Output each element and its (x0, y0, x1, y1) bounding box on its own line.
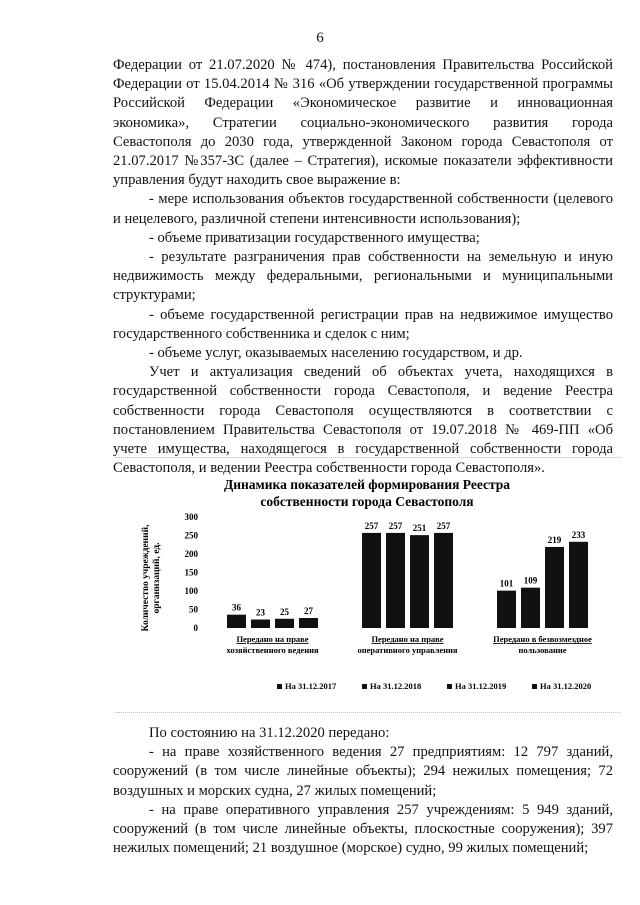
bar-value-label: 257 (436, 520, 451, 531)
y-axis-label-line1: Количество учреждений, (141, 524, 151, 632)
top-paragraph: Учет и актуализация сведений об объектах учета, находящихся в государственной собственности города Севастополя, и ведение Реестра собственности города Севастополя осуществляются в соответствии с постановлением Правительства Севастополя от 19.07.2018 № 469-ПП «Об учете имущества, находящегося в государственной собственности города Севастополя, и ведении Реестра собственности города Севастополя». (113, 364, 613, 477)
bottom-paragraph: - на праве хозяйственного ведения 27 предприятиям: 12 797 зданий, сооружений (в том числе линейные объекты); 294 нежилых помещения; 72 воздушных и морских судна, 27 жилых помещений; (113, 744, 613, 799)
bar (386, 533, 405, 628)
bar (521, 588, 540, 628)
top-paragraph: - объеме приватизации государственного имущества; (149, 229, 480, 246)
bar-value-label: 101 (499, 578, 514, 589)
bottom-paragraph: По состоянию на 31.12.2020 передано: (149, 725, 390, 741)
chart-svg (115, 455, 620, 705)
bottom-paragraph: - на праве оперативного управления 257 учреждениям: 5 949 зданий, сооружений (в том числе линейные объекты, плоскостные сооружения); 397 нежилых помещений; 21 воздушное (морское) судно, 99 жилых помещений; (113, 801, 613, 857)
bar-value-label: 233 (571, 529, 586, 540)
chart-bottom-divider (115, 712, 620, 713)
category-label-line1: Передано на праве (371, 634, 444, 644)
bar (227, 615, 246, 628)
bar (545, 547, 564, 628)
y-axis-label-line2: организаций, ед. (152, 542, 162, 614)
bar-value-label: 257 (388, 520, 403, 531)
chart-title-line1: Динамика показателей формирования Реестра (223, 477, 511, 492)
bar-value-label: 36 (232, 602, 241, 613)
y-tick-label: 0 (193, 623, 198, 633)
bar-value-label: 23 (256, 607, 265, 618)
bar-value-label: 109 (523, 575, 538, 586)
bar (497, 591, 516, 628)
category-label-line2: хозяйственного ведения (226, 645, 319, 655)
bar-value-label: 25 (280, 606, 289, 617)
registry-chart (115, 455, 620, 705)
legend-swatch (532, 684, 537, 689)
top-paragraph: Федерации от 21.07.2020 № 474), постановления Правительства Российской Федерации от 15.04.2014 № 316 «Об утверждении государственной программы Российской Федерации «Экономическое развитие и инновационная экономика», Стратегии социально-экономического развития города Севастополя до 2030 года, утвержденной Законом города Севастополя от 21.07.2017 №357-ЗС (далее – Стратегия), искомые показатели эффективности управления будут находить свое выражение в: (113, 57, 613, 189)
bar (434, 533, 453, 628)
legend-swatch (362, 684, 367, 689)
bar-value-label: 219 (547, 534, 562, 545)
bar-value-label: 27 (304, 606, 313, 617)
bar-value-label: 257 (364, 520, 379, 531)
legend-swatch (277, 684, 282, 689)
bar (251, 619, 270, 628)
body-text-top (113, 56, 613, 478)
y-tick-label: 50 (189, 604, 198, 615)
bar (569, 542, 588, 628)
page-number: 6 (316, 30, 324, 46)
legend-label: На 31.12.2020 (540, 681, 592, 691)
y-tick-label: 150 (184, 567, 198, 578)
legend-label: На 31.12.2017 (285, 681, 337, 691)
category-label-line2: пользование (518, 645, 567, 655)
bar (275, 619, 294, 628)
category-label-line2: оперативного управления (357, 645, 458, 655)
category-label-line1: Передано на праве (236, 634, 309, 644)
y-tick-label: 100 (184, 586, 198, 596)
legend-label: На 31.12.2019 (455, 681, 507, 691)
body-text-bottom (113, 724, 613, 858)
top-paragraph: - объеме государственной регистрации прав на недвижимое имущество государственного собственника и сделок с ним; (113, 306, 613, 342)
bar (362, 533, 381, 628)
legend-label: На 31.12.2018 (370, 681, 422, 691)
top-paragraph: - мере использования объектов государственной собственности (целевого и нецелевого, различной степени интенсивности использования); (113, 191, 613, 227)
bar (299, 618, 318, 628)
legend-swatch (447, 684, 452, 689)
chart-title-line2: собственности города Севастополя (260, 494, 474, 509)
top-paragraph: - результате разграничения прав собственности на земельную и иную недвижимость между федеральными, региональными и муниципальными структурами; (113, 249, 613, 304)
bar (410, 535, 429, 628)
y-tick-label: 200 (184, 549, 198, 559)
top-paragraph: - объеме услуг, оказываемых населению государством, и др. (149, 345, 523, 362)
y-tick-label: 300 (184, 512, 198, 522)
category-label-line1: Передано в безвозмездное (493, 634, 592, 644)
bar-value-label: 251 (412, 523, 427, 534)
y-tick-label: 250 (184, 530, 198, 541)
